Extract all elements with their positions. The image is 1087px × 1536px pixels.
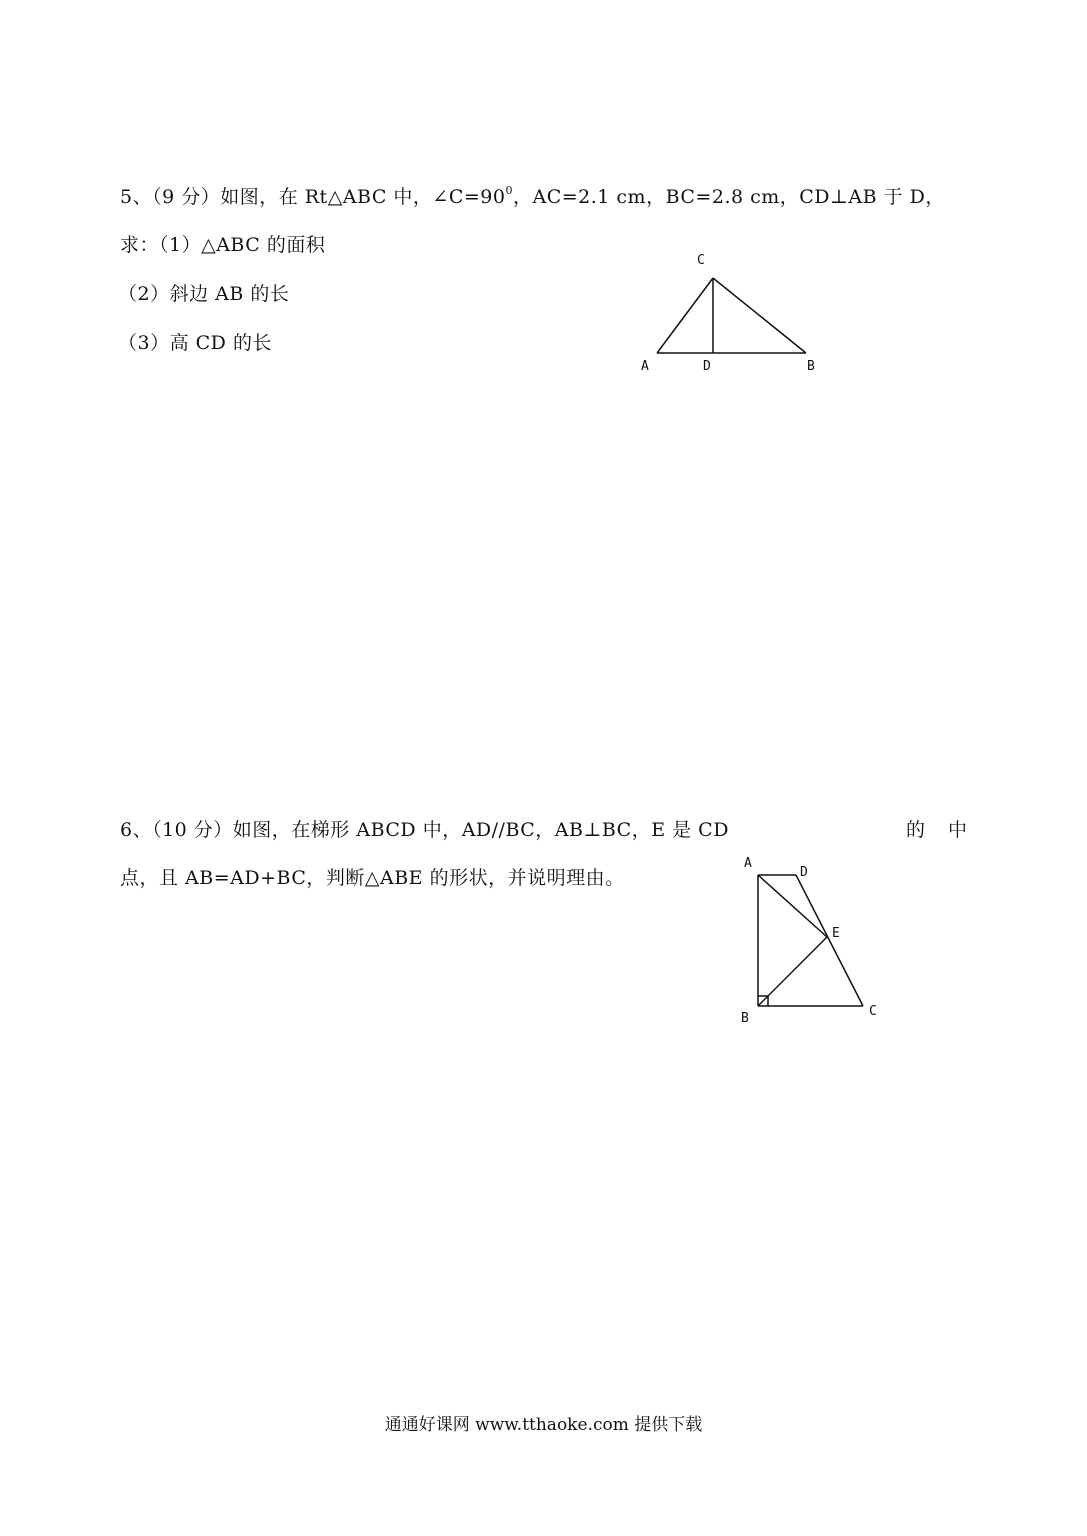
label-d-trap: D xyxy=(800,865,808,880)
problem5-line3: （2）斜边 AB 的长 xyxy=(118,283,290,305)
degree-superscript: 0 xyxy=(505,184,513,197)
label-b: B xyxy=(807,359,815,374)
problem6-line2: 点，且 AB=AD+BC，判断△ABE 的形状，并说明理由。 xyxy=(120,867,625,889)
problem5-line2: 求：（1）△ABC 的面积 xyxy=(120,234,326,256)
label-a: A xyxy=(641,359,649,374)
problem5-line1-b: ，AC=2.1 cm，BC=2.8 cm，CD⊥AB 于 D， xyxy=(512,186,945,208)
label-d: D xyxy=(703,359,711,374)
page-footer: 通通好课网 www.tthaoke.com 提供下载 xyxy=(384,1415,703,1435)
label-c: C xyxy=(697,253,705,268)
segment-dc xyxy=(796,875,863,1006)
label-e-trap: E xyxy=(832,926,840,941)
problem6-line1: 6、（10 分）如图，在梯形 ABCD 中，AD//BC，AB⊥BC，E 是 CD xyxy=(120,819,729,841)
trapezoid-figure xyxy=(758,875,863,1006)
problem6-line1-tail-2: 中 xyxy=(948,819,968,841)
segment-ac xyxy=(657,278,713,353)
label-b-trap: B xyxy=(741,1011,749,1026)
segment-cb xyxy=(713,278,806,353)
problem5-line4: （3）高 CD 的长 xyxy=(118,332,272,354)
label-c-trap: C xyxy=(869,1004,877,1019)
label-a-trap: A xyxy=(744,856,752,871)
problem5-line1-a: 5、（9 分）如图，在 Rt△ABC 中，∠C=90 xyxy=(120,186,506,208)
segment-ae xyxy=(758,875,827,937)
problem6-line1-tail-1: 的 xyxy=(906,819,926,841)
